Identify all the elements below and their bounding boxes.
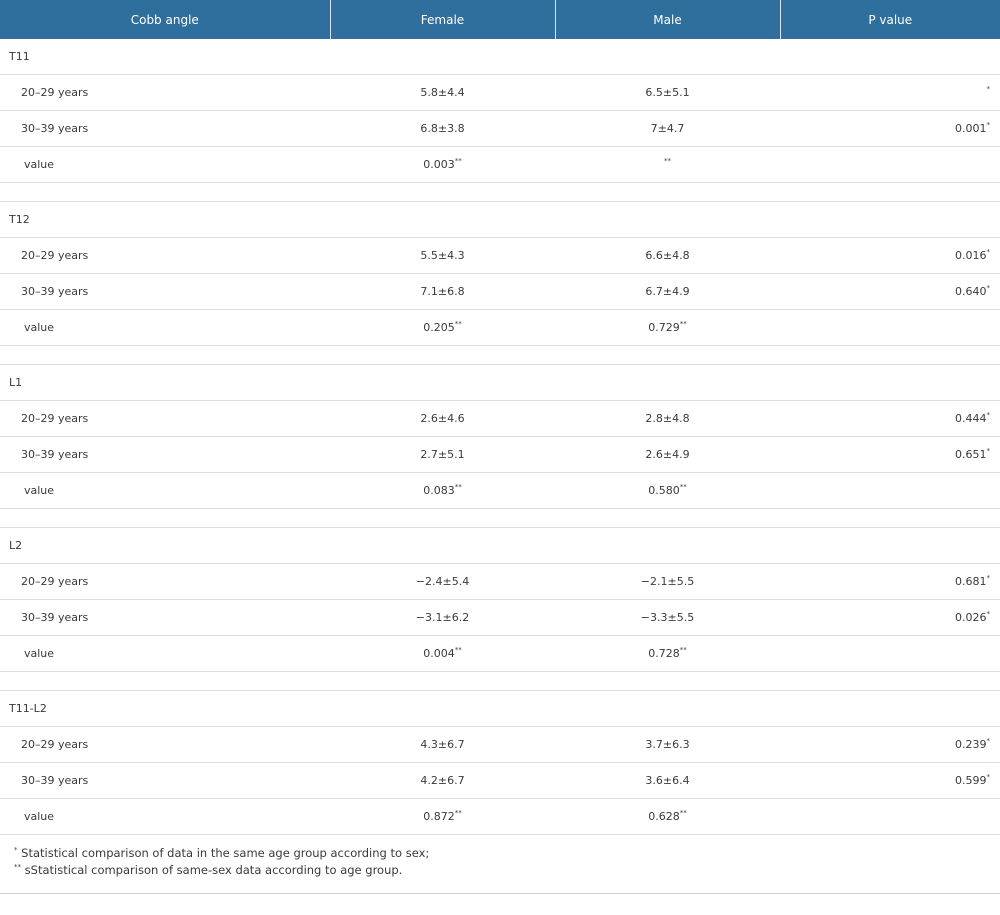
female-cell	[330, 75, 555, 111]
female-value: 4.3±6.7	[420, 738, 465, 751]
male-value: 3.7±6.3	[645, 738, 690, 751]
female-sup: **	[454, 320, 462, 328]
row-label: 20–29 years	[0, 238, 330, 274]
table-row	[0, 473, 1000, 509]
footnote-mark: **	[14, 863, 21, 871]
male-cell	[555, 401, 780, 437]
section-header-row	[0, 365, 1000, 401]
empty-cell	[780, 691, 1000, 727]
female-cell	[330, 437, 555, 473]
header-male: Male	[555, 0, 780, 39]
male-value: 6.7±4.9	[645, 285, 690, 298]
male-sup: **	[679, 646, 687, 654]
female-value: 7.1±6.8	[420, 285, 465, 298]
p-value: 0.444	[955, 412, 987, 425]
female-value: 0.205	[423, 321, 455, 334]
row-label: 20–29 years	[0, 75, 330, 111]
p-value-cell	[780, 799, 1000, 835]
male-cell	[555, 600, 780, 636]
row-label: 30–39 years	[0, 600, 330, 636]
empty-cell	[330, 202, 555, 238]
p-value-cell	[780, 727, 1000, 763]
spacer-cell	[330, 183, 555, 202]
table-row	[0, 75, 1000, 111]
female-value: 2.6±4.6	[420, 412, 465, 425]
row-label: 20–29 years	[0, 564, 330, 600]
male-cell	[555, 799, 780, 835]
female-value: 0.003	[423, 158, 455, 171]
table-row	[0, 763, 1000, 799]
female-cell	[330, 763, 555, 799]
female-value: 5.5±4.3	[420, 249, 465, 262]
male-value: 7±4.7	[650, 122, 685, 135]
female-value: 0.083	[423, 484, 455, 497]
row-label: value	[0, 310, 330, 346]
female-cell	[330, 564, 555, 600]
female-cell	[330, 238, 555, 274]
female-sup: **	[454, 483, 462, 491]
male-sup: **	[664, 157, 671, 165]
male-cell	[555, 636, 780, 672]
table-row	[0, 147, 1000, 183]
row-label: 30–39 years	[0, 111, 330, 147]
empty-cell	[780, 202, 1000, 238]
p-sup: *	[986, 773, 990, 781]
spacer-cell	[0, 509, 330, 528]
empty-cell	[330, 365, 555, 401]
section-spacer	[0, 183, 1000, 202]
section-header-row	[0, 202, 1000, 238]
p-sup: *	[986, 610, 990, 618]
empty-cell	[555, 365, 780, 401]
footnote-text: sStatistical comparison of same-sex data according to age group.	[21, 863, 403, 877]
spacer-cell	[330, 346, 555, 365]
empty-cell	[780, 528, 1000, 564]
spacer-cell	[0, 183, 330, 202]
footnote-text: Statistical comparison of data in the same age group according to sex;	[17, 846, 430, 860]
p-value-cell	[780, 564, 1000, 600]
empty-cell	[330, 528, 555, 564]
female-value: 0.872	[423, 810, 455, 823]
male-cell	[555, 111, 780, 147]
table-row	[0, 636, 1000, 672]
female-value: −3.1±6.2	[415, 611, 470, 624]
footnote-mark: *	[14, 846, 18, 854]
male-cell	[555, 147, 780, 183]
male-sup: **	[679, 809, 687, 817]
male-value: 2.6±4.9	[645, 448, 690, 461]
table-row	[0, 564, 1000, 600]
male-sup: **	[679, 483, 687, 491]
male-cell	[555, 274, 780, 310]
spacer-cell	[330, 509, 555, 528]
male-value: 6.6±4.8	[645, 249, 690, 262]
section-spacer	[0, 346, 1000, 365]
table-row	[0, 437, 1000, 473]
section-title: L1	[0, 365, 330, 401]
spacer-cell	[780, 346, 1000, 365]
p-value-cell	[780, 401, 1000, 437]
section-header-row	[0, 691, 1000, 727]
p-value: 0.239	[955, 738, 987, 751]
p-value-cell	[780, 75, 1000, 111]
p-value-cell	[780, 310, 1000, 346]
p-sup: *	[986, 248, 990, 256]
female-sup: **	[454, 809, 462, 817]
empty-cell	[330, 691, 555, 727]
header-female: Female	[330, 0, 555, 39]
female-cell	[330, 473, 555, 509]
p-sup: *	[986, 121, 990, 129]
empty-cell	[780, 39, 1000, 75]
empty-cell	[780, 365, 1000, 401]
row-label: value	[0, 799, 330, 835]
section-title: L2	[0, 528, 330, 564]
female-cell	[330, 147, 555, 183]
empty-cell	[555, 202, 780, 238]
p-sup: *	[986, 284, 990, 292]
header-cobb-angle: Cobb angle	[0, 0, 330, 39]
table-row	[0, 238, 1000, 274]
p-value: 0.640	[955, 285, 987, 298]
spacer-cell	[555, 183, 780, 202]
section-title: T11	[0, 39, 330, 75]
female-value: 6.8±3.8	[420, 122, 465, 135]
table-row	[0, 600, 1000, 636]
header-p-value: P value	[780, 0, 1000, 39]
female-cell	[330, 636, 555, 672]
male-cell	[555, 238, 780, 274]
male-cell	[555, 473, 780, 509]
female-value: −2.4±5.4	[415, 575, 470, 588]
empty-cell	[555, 39, 780, 75]
female-sup: **	[454, 646, 462, 654]
p-value: 0.681	[955, 575, 987, 588]
male-cell	[555, 437, 780, 473]
male-sup: **	[679, 320, 687, 328]
section-title: T12	[0, 202, 330, 238]
female-cell	[330, 111, 555, 147]
p-value-cell	[780, 636, 1000, 672]
p-value-cell	[780, 763, 1000, 799]
male-cell	[555, 564, 780, 600]
row-label: 30–39 years	[0, 763, 330, 799]
section-header-row	[0, 528, 1000, 564]
spacer-cell	[780, 509, 1000, 528]
male-value: 3.6±6.4	[645, 774, 690, 787]
table-row	[0, 401, 1000, 437]
male-value: −2.1±5.5	[640, 575, 695, 588]
p-value-cell	[780, 473, 1000, 509]
male-value: 2.8±4.8	[645, 412, 690, 425]
p-value-cell	[780, 111, 1000, 147]
empty-cell	[555, 691, 780, 727]
p-value: 0.016	[955, 249, 987, 262]
p-sup: *	[986, 574, 990, 582]
section-spacer	[0, 509, 1000, 528]
p-value: 0.001	[955, 122, 987, 135]
p-value: 0.026	[955, 611, 987, 624]
spacer-cell	[555, 672, 780, 691]
male-value: 0.728	[648, 647, 680, 660]
male-value: 6.5±5.1	[645, 86, 690, 99]
male-value: 0.580	[648, 484, 680, 497]
footnote-age-comparison	[14, 862, 1000, 879]
female-cell	[330, 727, 555, 763]
female-cell	[330, 600, 555, 636]
female-value: 2.7±5.1	[420, 448, 465, 461]
footnote-sex-comparison	[14, 845, 1000, 862]
empty-cell	[330, 39, 555, 75]
p-value-cell	[780, 437, 1000, 473]
table-row	[0, 111, 1000, 147]
section-spacer	[0, 672, 1000, 691]
spacer-cell	[780, 183, 1000, 202]
p-value: 0.651	[955, 448, 987, 461]
section-header-row	[0, 39, 1000, 75]
row-label: 20–29 years	[0, 401, 330, 437]
spacer-cell	[555, 509, 780, 528]
female-cell	[330, 274, 555, 310]
p-value-cell	[780, 147, 1000, 183]
spacer-cell	[780, 672, 1000, 691]
female-value: 4.2±6.7	[420, 774, 465, 787]
male-cell	[555, 763, 780, 799]
section-title: T11-L2	[0, 691, 330, 727]
p-value-cell	[780, 274, 1000, 310]
row-label: value	[0, 473, 330, 509]
table-row	[0, 310, 1000, 346]
table-body	[0, 39, 1000, 835]
p-sup: *	[986, 737, 990, 745]
male-value: 0.628	[648, 810, 680, 823]
male-value: −3.3±5.5	[640, 611, 695, 624]
female-value: 0.004	[423, 647, 455, 660]
header-row	[0, 0, 1000, 39]
female-sup: **	[454, 157, 462, 165]
empty-cell	[555, 528, 780, 564]
male-cell	[555, 75, 780, 111]
row-label: 20–29 years	[0, 727, 330, 763]
p-value-cell	[780, 238, 1000, 274]
p-sup: *	[986, 85, 990, 93]
row-label: value	[0, 636, 330, 672]
p-value: 0.599	[955, 774, 987, 787]
table-row	[0, 274, 1000, 310]
male-value: 0.729	[648, 321, 680, 334]
spacer-cell	[330, 672, 555, 691]
row-label: value	[0, 147, 330, 183]
p-value-cell	[780, 600, 1000, 636]
female-cell	[330, 799, 555, 835]
male-cell	[555, 727, 780, 763]
female-cell	[330, 401, 555, 437]
table-row	[0, 799, 1000, 835]
spacer-cell	[0, 346, 330, 365]
spacer-cell	[555, 346, 780, 365]
row-label: 30–39 years	[0, 274, 330, 310]
p-sup: *	[986, 447, 990, 455]
footnotes	[0, 835, 1000, 894]
p-sup: *	[986, 411, 990, 419]
female-cell	[330, 310, 555, 346]
table-row	[0, 727, 1000, 763]
male-cell	[555, 310, 780, 346]
spacer-cell	[0, 672, 330, 691]
female-value: 5.8±4.4	[420, 86, 465, 99]
row-label: 30–39 years	[0, 437, 330, 473]
